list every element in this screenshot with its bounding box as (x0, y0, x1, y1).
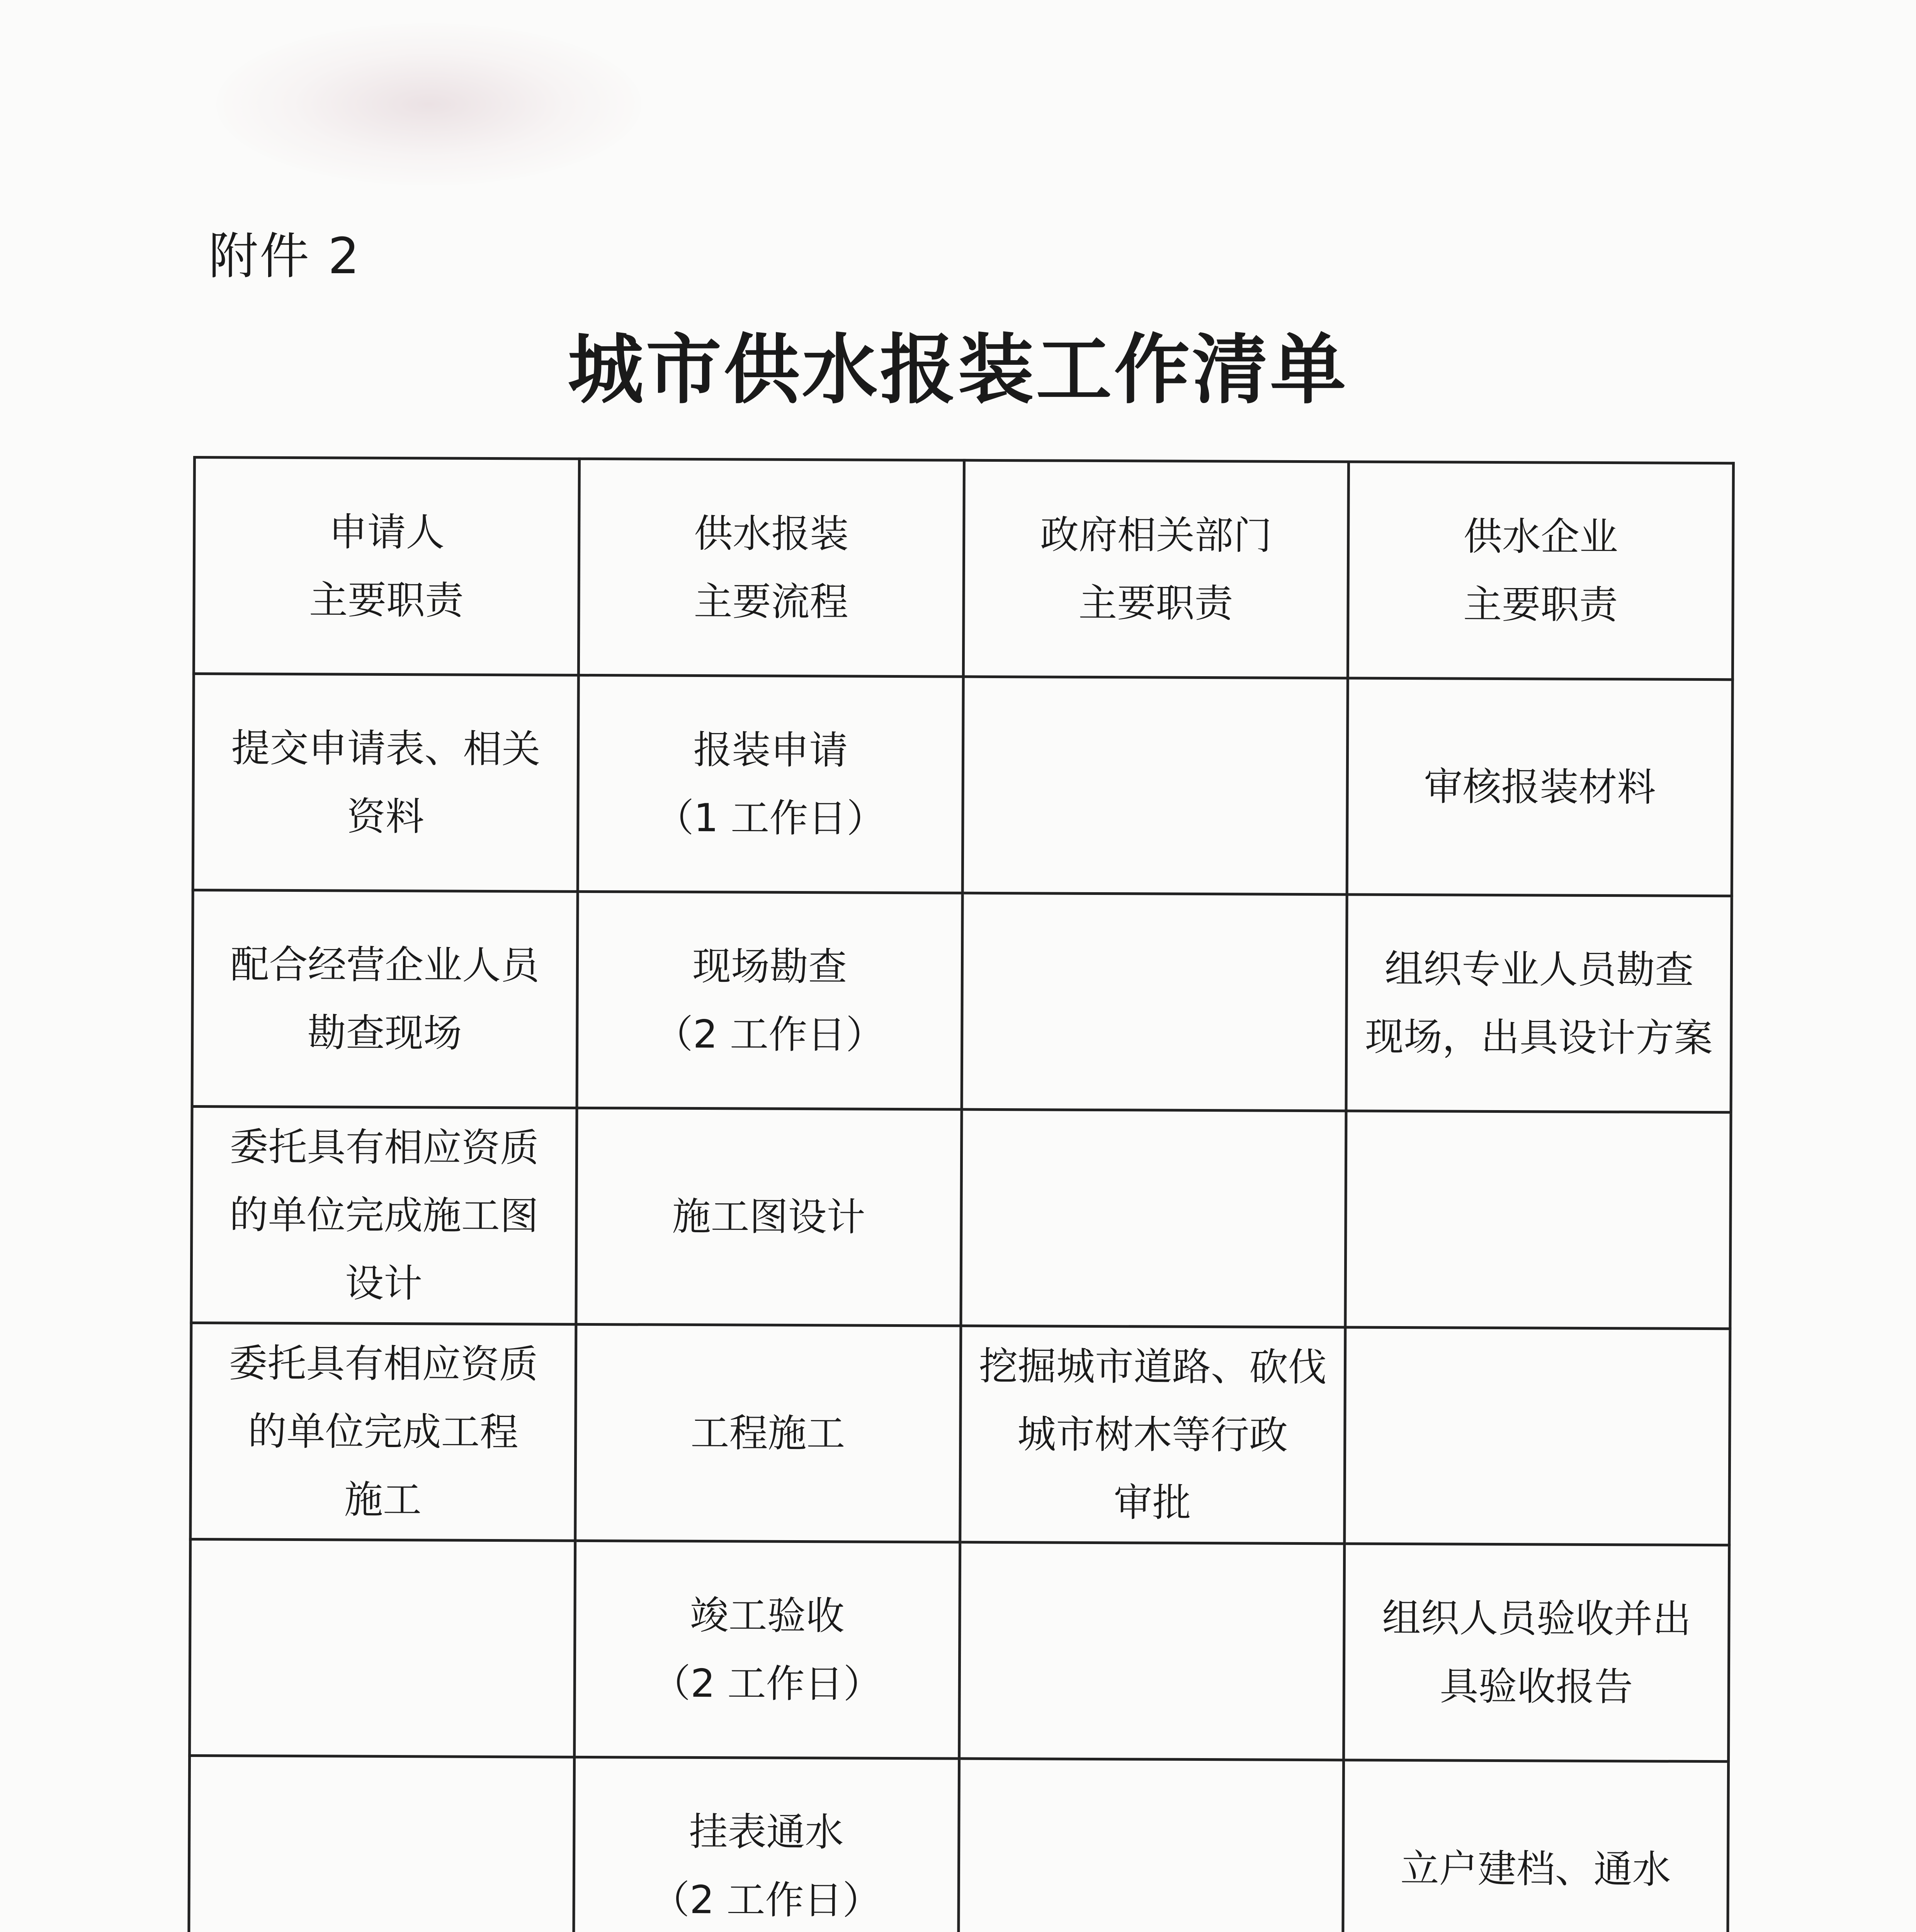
government-cell (958, 1759, 1344, 1932)
applicant-cell (190, 1323, 576, 1541)
cell-line: 挂表通水 (689, 1809, 844, 1855)
cell-line: 资料 (347, 794, 425, 839)
header-line: 申请人 (328, 509, 445, 555)
cell-line: 设计 (345, 1260, 423, 1306)
header-row (194, 457, 1733, 680)
attachment-label: 附件 2 (209, 228, 361, 285)
government-cell (960, 1326, 1345, 1544)
header-line: 主要职责 (1078, 580, 1233, 626)
page-title: 城市供水报装工作清单 (568, 326, 1348, 414)
header-process (578, 459, 964, 677)
water-company-cell (1347, 678, 1732, 896)
government-cell (962, 677, 1348, 895)
process-cell (575, 1324, 961, 1542)
cell-line: （2 工作日） (651, 1877, 881, 1923)
process-cell (577, 891, 962, 1109)
header-line: 主要职责 (1463, 582, 1618, 628)
cell-line: 现场勘查 (692, 943, 847, 990)
government-cell (961, 1109, 1346, 1327)
government-cell (959, 1542, 1345, 1760)
process-cell (576, 1108, 962, 1326)
applicant-cell (193, 674, 578, 892)
cell-line: 组织人员验收并出 (1382, 1595, 1692, 1642)
process-cell (578, 675, 963, 893)
cell-line: 工程施工 (690, 1410, 845, 1456)
applicant-cell (192, 890, 578, 1108)
water-company-cell (1344, 1544, 1729, 1762)
water-company-cell (1346, 895, 1732, 1112)
scan-smudge (216, 23, 641, 185)
cell-line: （2 工作日） (654, 1011, 885, 1058)
cell-line: 委托具有相应资质 (230, 1124, 539, 1170)
table-row (191, 1107, 1731, 1329)
header-applicant (194, 457, 579, 675)
cell-line: 施工 (344, 1477, 422, 1522)
cell-line: 勘查现场 (307, 1010, 462, 1056)
cell-line: 竣工验收 (690, 1592, 845, 1638)
table-row (190, 1323, 1730, 1545)
water-company-cell (1345, 1327, 1730, 1545)
cell-line: 城市树木等行政 (1017, 1411, 1288, 1458)
cell-line: 审核报装材料 (1424, 764, 1656, 810)
process-cell (573, 1757, 959, 1932)
government-cell (962, 893, 1347, 1111)
cell-line: 委托具有相应资质 (229, 1340, 538, 1387)
cell-line: （1 工作日） (655, 795, 886, 841)
header-line: 主要流程 (694, 578, 848, 625)
applicant-cell (189, 1755, 574, 1932)
cell-line: 具验收报告 (1440, 1663, 1633, 1709)
cell-line: 组织专业人员勘查 (1384, 946, 1694, 993)
header-water-company (1348, 462, 1734, 680)
cell-line: 审批 (1114, 1480, 1191, 1526)
applicant-cell (190, 1539, 575, 1757)
table-header (194, 457, 1733, 680)
cell-line: 挖掘城市道路、砍伐 (979, 1343, 1327, 1390)
cell-line: 报装申请 (693, 727, 848, 773)
cell-line: 提交申请表、相关 (231, 725, 541, 772)
table-row (190, 1539, 1729, 1761)
header-government (963, 460, 1349, 678)
header-line: 供水企业 (1463, 514, 1618, 560)
work-list-table (187, 456, 1735, 1932)
cell-line: 的单位完成工程 (248, 1408, 519, 1455)
cell-line: 的单位完成施工图 (229, 1192, 539, 1238)
header-line: 供水报装 (694, 510, 849, 557)
applicant-cell (191, 1107, 577, 1325)
water-company-cell (1343, 1760, 1729, 1932)
header-line: 主要职责 (309, 577, 464, 623)
cell-line: 施工图设计 (672, 1194, 865, 1240)
table-body (188, 674, 1732, 1932)
table-row (192, 890, 1732, 1112)
table-row (189, 1755, 1728, 1932)
cell-line: （2 工作日） (651, 1660, 882, 1707)
cell-line: 配合经营企业人员 (230, 941, 540, 988)
header-line: 政府相关部门 (1040, 512, 1272, 558)
process-cell (574, 1541, 960, 1759)
table-row (193, 674, 1732, 896)
cell-line: 立户建档、通水 (1400, 1845, 1671, 1892)
water-company-cell (1345, 1111, 1731, 1329)
cell-line: 现场，出具设计方案 (1365, 1014, 1713, 1061)
